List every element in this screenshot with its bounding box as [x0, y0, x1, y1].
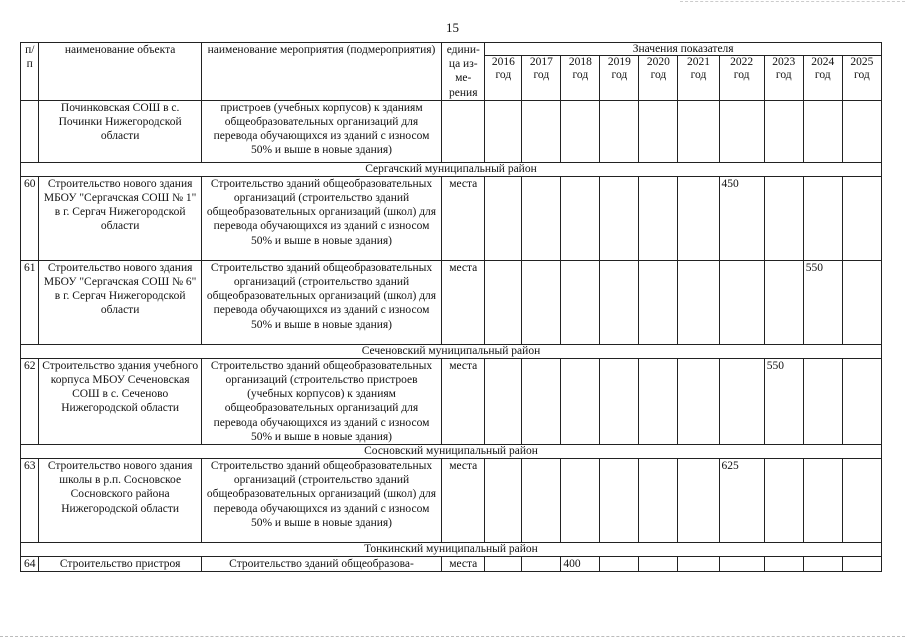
year-value: [678, 260, 719, 344]
header-year: 2016 год: [485, 56, 522, 101]
scan-edge-bottom: [0, 636, 905, 637]
year-value: [600, 459, 639, 543]
year-value: [485, 358, 522, 444]
table-row: [21, 260, 882, 344]
object-name: Строительство пристроя: [39, 557, 201, 572]
table-header: [21, 43, 882, 101]
year-value: [803, 176, 842, 260]
page-number: 15: [446, 20, 459, 35]
header-year: 2019 год: [600, 56, 639, 101]
year-value: [522, 557, 561, 572]
year-value: [803, 358, 842, 444]
year-value: [842, 557, 881, 572]
district-name: Сосновский муниципальный район: [21, 445, 882, 459]
year-value: [522, 459, 561, 543]
year-value: 550: [764, 358, 803, 444]
indicator-table: [20, 42, 882, 572]
year-value: [719, 557, 764, 572]
year-value: 400: [561, 557, 600, 572]
header-year: 2022 год: [719, 56, 764, 101]
year-value: [803, 459, 842, 543]
year-value: [719, 260, 764, 344]
year-value: [561, 260, 600, 344]
year-value: [678, 358, 719, 444]
year-value: [639, 176, 678, 260]
header-year: 2025 год: [842, 56, 881, 101]
year-value: [803, 557, 842, 572]
year-value: [485, 176, 522, 260]
year-value: [719, 100, 764, 162]
year-value: [639, 100, 678, 162]
activity-name: Строительство зданий общеобразова-: [201, 557, 441, 572]
year-value: [485, 260, 522, 344]
year-value: [678, 176, 719, 260]
unit: места: [442, 358, 485, 444]
header-year: 2020 год: [639, 56, 678, 101]
header-object: наименование объекта: [39, 43, 201, 101]
year-value: [485, 100, 522, 162]
header-year: 2018 год: [561, 56, 600, 101]
activity-name: Строительство зданий общеобразовательных организаций (строительство зданий общеобразовательных организаций (школ) для перевода обучающихся из зданий с износом 50% и выше в новые здания): [201, 459, 441, 543]
header-year: 2021 год: [678, 56, 719, 101]
district-row: [21, 162, 882, 176]
year-value: [678, 557, 719, 572]
header-year: 2024 год: [803, 56, 842, 101]
header-values: Значения показателя: [485, 43, 882, 56]
header-unit: едини-ца из-ме-рения: [442, 43, 485, 101]
row-number: 61: [21, 260, 39, 344]
year-value: [764, 260, 803, 344]
year-value: [842, 100, 881, 162]
year-value: [561, 100, 600, 162]
year-value: [600, 260, 639, 344]
unit: [442, 100, 485, 162]
activity-name: Строительство зданий общеобразовательных организаций (строительство пристроев (учебных корпусов) к зданиям общеобразовательных организаций для перевода обучающихся из зданий с износом 50% и выше в новые здания): [201, 358, 441, 444]
year-value: [842, 358, 881, 444]
year-value: [639, 557, 678, 572]
year-value: [678, 459, 719, 543]
table-row: [21, 100, 882, 162]
activity-name: Строительство зданий общеобразовательных организаций (строительство зданий общеобразовательных организаций (школ) для перевода обучающихся из зданий с износом 50% и выше в новые здания): [201, 176, 441, 260]
table-row: [21, 176, 882, 260]
unit: места: [442, 459, 485, 543]
year-value: [522, 176, 561, 260]
object-name: Починковская СОШ в с. Починки Нижегородской области: [39, 100, 201, 162]
district-name: Тонкинский муниципальный район: [21, 543, 882, 557]
year-value: [639, 459, 678, 543]
year-value: [639, 358, 678, 444]
year-value: 450: [719, 176, 764, 260]
table-body: [21, 100, 882, 571]
year-value: [764, 100, 803, 162]
year-value: [522, 100, 561, 162]
district-name: Сеченовский муниципальный район: [21, 344, 882, 358]
row-number: 62: [21, 358, 39, 444]
object-name: Строительство нового здания МБОУ "Сергачская СОШ № 1" в г. Сергач Нижегородской области: [39, 176, 201, 260]
activity-name: пристроев (учебных корпусов) к зданиям общеобразовательных организаций для перевода обучающихся из зданий с износом 50% и выше в новые здания): [201, 100, 441, 162]
year-value: [600, 358, 639, 444]
year-value: [522, 358, 561, 444]
row-number: [21, 100, 39, 162]
year-value: [561, 459, 600, 543]
year-value: [485, 557, 522, 572]
year-value: [803, 100, 842, 162]
header-activity: наименование мероприятия (подмероприятия): [201, 43, 441, 101]
year-value: [561, 358, 600, 444]
object-name: Строительство нового здания МБОУ "Сергачская СОШ № 6" в г. Сергач Нижегородской области: [39, 260, 201, 344]
unit: места: [442, 557, 485, 572]
district-row: [21, 344, 882, 358]
year-value: 625: [719, 459, 764, 543]
year-value: [764, 176, 803, 260]
header-year: 2017 год: [522, 56, 561, 101]
unit: места: [442, 260, 485, 344]
row-number: 63: [21, 459, 39, 543]
scan-edge-top: [680, 1, 905, 2]
year-value: [561, 176, 600, 260]
row-number: 60: [21, 176, 39, 260]
header-no: п/п: [21, 43, 39, 101]
row-number: 64: [21, 557, 39, 572]
year-value: [639, 260, 678, 344]
object-name: Строительство нового здания школы в р.п. Сосновское Сосновского района Нижегородской области: [39, 459, 201, 543]
year-value: [600, 100, 639, 162]
year-value: [678, 100, 719, 162]
table-row: [21, 557, 882, 572]
year-value: [600, 557, 639, 572]
district-row: [21, 445, 882, 459]
year-value: [764, 557, 803, 572]
year-value: [600, 176, 639, 260]
year-value: [522, 260, 561, 344]
year-value: [485, 459, 522, 543]
district-name: Сергачский муниципальный район: [21, 162, 882, 176]
year-value: [842, 260, 881, 344]
table-row: [21, 358, 882, 444]
year-value: [842, 459, 881, 543]
header-year: 2023 год: [764, 56, 803, 101]
activity-name: Строительство зданий общеобразовательных организаций (строительство зданий общеобразовательных организаций (школ) для перевода обучающихся из зданий с износом 50% и выше в новые здания): [201, 260, 441, 344]
object-name: Строительство здания учебного корпуса МБОУ Сеченовская СОШ в с. Сеченово Нижегородской области: [39, 358, 201, 444]
year-value: [764, 459, 803, 543]
year-value: 550: [803, 260, 842, 344]
unit: места: [442, 176, 485, 260]
district-row: [21, 543, 882, 557]
year-value: [842, 176, 881, 260]
year-value: [719, 358, 764, 444]
table-row: [21, 459, 882, 543]
